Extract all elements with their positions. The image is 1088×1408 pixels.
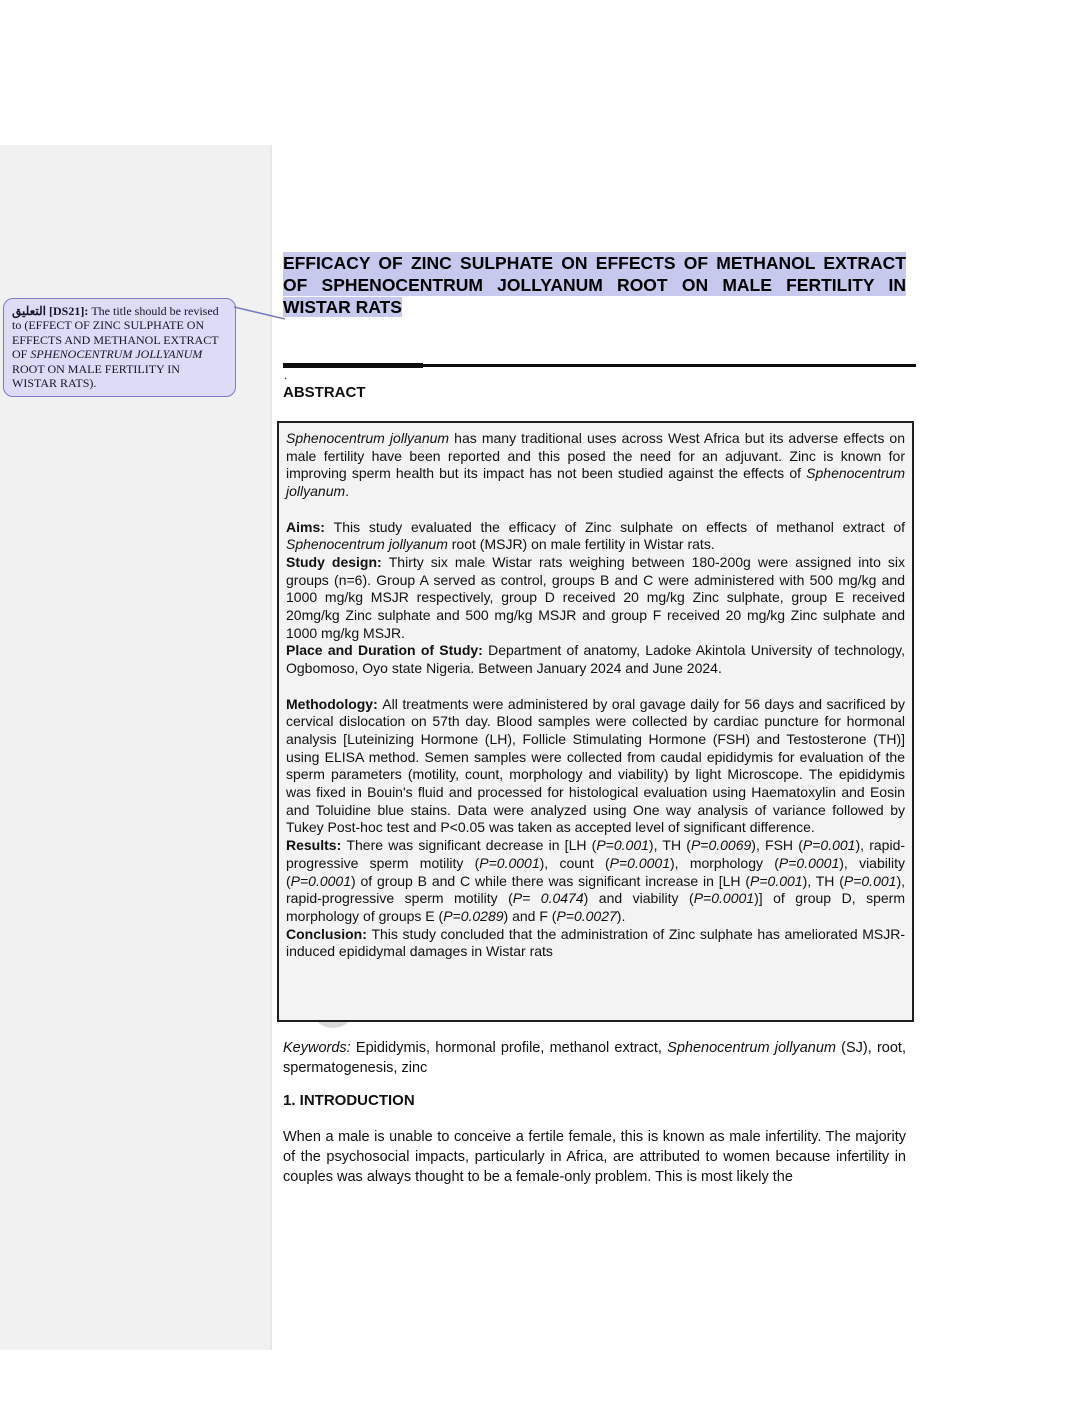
abstract-paragraph-study-design: Study design: Thirty six male Wistar rats weighing between 180-200g were assigned into six groups (n=6). Group A served as control, groups B and C were administered with 500 mg/kg and 1000 mg/kg MSJR respectively, group D received 20 mg/kg Zinc sulphate, group E received 20mg/kg Zinc sulphate and 500 mg/kg MSJR and group F received 20 mg/kg Zinc sulphate and 1000 mg/kg MSJR. [286, 553, 906, 641]
keywords: Keywords: Epididymis, hormonal profile, methanol extract, Sphenocentrum jollyanum (SJ), root, spermatogenesis, zinc [283, 1040, 906, 1076]
comment-balloon[interactable] [3, 298, 236, 397]
introduction-paragraph: When a male is unable to conceive a fertile female, this is known as male infertility. The majority of the psychosocial impacts, particularly in Africa, are attributed to women because infertility in couples was always thought to be a female-only problem. This is most likely the [283, 1129, 906, 1185]
paper-title [283, 252, 906, 318]
comment-connector-line [232, 300, 288, 324]
title-line-2: OF SPHENOCENTRUM JOLLYANUM ROOT ON MALE FERTILITY IN [283, 275, 906, 295]
abstract-paragraph-intro: Sphenocentrum jollyanum has many traditional uses across West Africa but its adverse effects on male fertility have been reported and this posed the need for an adjuvant. Zinc is known for improving sperm health but its impact has not been studied against the effects of Sphenocentrum jollyanum. [286, 430, 905, 500]
stray-period: . [284, 368, 288, 382]
abstract-paragraph-conclusion: Conclusion: This study concluded that the administration of Zinc sulphate has ameliorated MSJR-induced epididymal damages in Wistar rats [286, 925, 905, 960]
abstract-paragraph-methodology: Methodology: All treatments were administered by oral gavage daily for 56 days and sacrificed by cervical dislocation on 57th day. Blood samples were collected by cardiac puncture for hormonal analysis [Luteinizing Hormone (LH), Follicle Stimulating Hormone (FSH) and Testosterone (TH)] using ELISA method. Semen samples were collected from caudal epididymis for evaluation of the sperm parameters (motility, count, morphology and viability) by light Microscope. The epididymis was fixed in Bouin's fluid and processed for histological evaluation using Haematoxylin and Eosin and Toluidine blue stains. Data were analyzed using One way analysis of variance followed by Tukey Post-hoc test and P<0.05 was taken as accepted level of significant difference. [286, 695, 905, 836]
abstract-paragraph-aims: Aims: This study evaluated the efficacy of Zinc sulphate on effects of methanol extract of Sphenocentrum jollyanum root (MSJR) on male fertility in Wistar rats. [286, 518, 906, 553]
section-divider-rule [283, 363, 916, 369]
abstract-heading: ABSTRACT [283, 384, 366, 401]
title-line-3: WISTAR RATS [283, 297, 402, 317]
introduction-heading: 1. INTRODUCTION [283, 1092, 415, 1109]
comment-text: التعليق [DS21]: The title should be revised to (EFFECT OF ZINC SULPHATE ON EFFECTS AND METHANOL EXTRACT OF SPHENOCENTRUM JOLLYANUM ROOT ON MALE FERTILITY IN WISTAR RATS). [12, 304, 219, 391]
abstract-paragraph-place-duration: Place and Duration of Study: Department of anatomy, Ladoke Akintola University of technology, Ogbomoso, Oyo state Nigeria. Between January 2024 and June 2024. [286, 642, 905, 677]
abstract-paragraph-results: Results: There was significant decrease in [LH (P=0.001), TH (P=0.0069), FSH (P=0.001), rapid-progressive sperm motility (P=0.0001), count (P=0.0001), morphology (P=0.0001), viability (P=0.0001) of group B and C while there was significant increase in [LH (P=0.001), TH (P=0.001), rapid-progressive sperm motility (P= 0.0474) and viability (P=0.0001)] of group D, sperm morphology of groups E (P=0.0289) and F (P=0.0027). [286, 837, 906, 924]
abstract-box [277, 421, 914, 1022]
title-line-1: EFFICACY OF ZINC SULPHATE ON EFFECTS OF METHANOL EXTRACT [283, 253, 906, 273]
